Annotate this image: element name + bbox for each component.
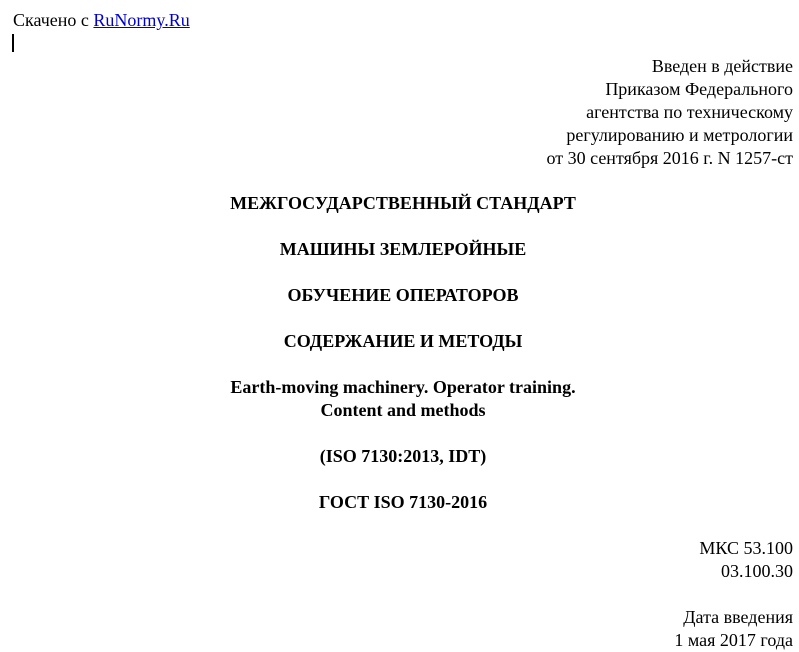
text-cursor (12, 34, 14, 52)
iso-reference: (ISO 7130:2013, IDT) (319, 446, 487, 466)
gost-designation: ГОСТ ISO 7130-2016 (318, 492, 488, 512)
mks-block (699, 537, 793, 583)
enactment-line: регулированию и метрологии (566, 125, 793, 145)
source-link[interactable]: RuNormy.Ru (93, 10, 190, 30)
content-title: СОДЕРЖАНИЕ И МЕТОДЫ (283, 331, 523, 351)
effective-date-block (674, 606, 793, 652)
interstate-standard-heading: МЕЖГОСУДАРСТВЕННЫЙ СТАНДАРТ (230, 193, 576, 213)
source-prefix: Скачено с (13, 10, 94, 30)
source-line (13, 9, 190, 31)
training-title: ОБУЧЕНИЕ ОПЕРАТОРОВ (287, 285, 519, 305)
effective-date-label: Дата введения (683, 607, 793, 627)
enactment-line: Приказом Федерального (605, 79, 793, 99)
enactment-block (546, 55, 793, 170)
enactment-line: Введен в действие (651, 56, 793, 76)
english-title-line: Earth-moving machinery. Operator training. (230, 377, 576, 397)
effective-date-value: 1 мая 2017 года (674, 630, 793, 650)
machinery-title: МАШИНЫ ЗЕМЛЕРОЙНЫЕ (279, 239, 527, 259)
enactment-line: от 30 сентября 2016 г. N 1257-ст (546, 148, 793, 168)
enactment-line: агентства по техническому (586, 102, 793, 122)
english-title (0, 376, 799, 422)
mks-line: МКС 53.100 (699, 538, 793, 558)
english-title-line: Content and methods (320, 400, 486, 420)
mks-line: 03.100.30 (721, 561, 793, 581)
